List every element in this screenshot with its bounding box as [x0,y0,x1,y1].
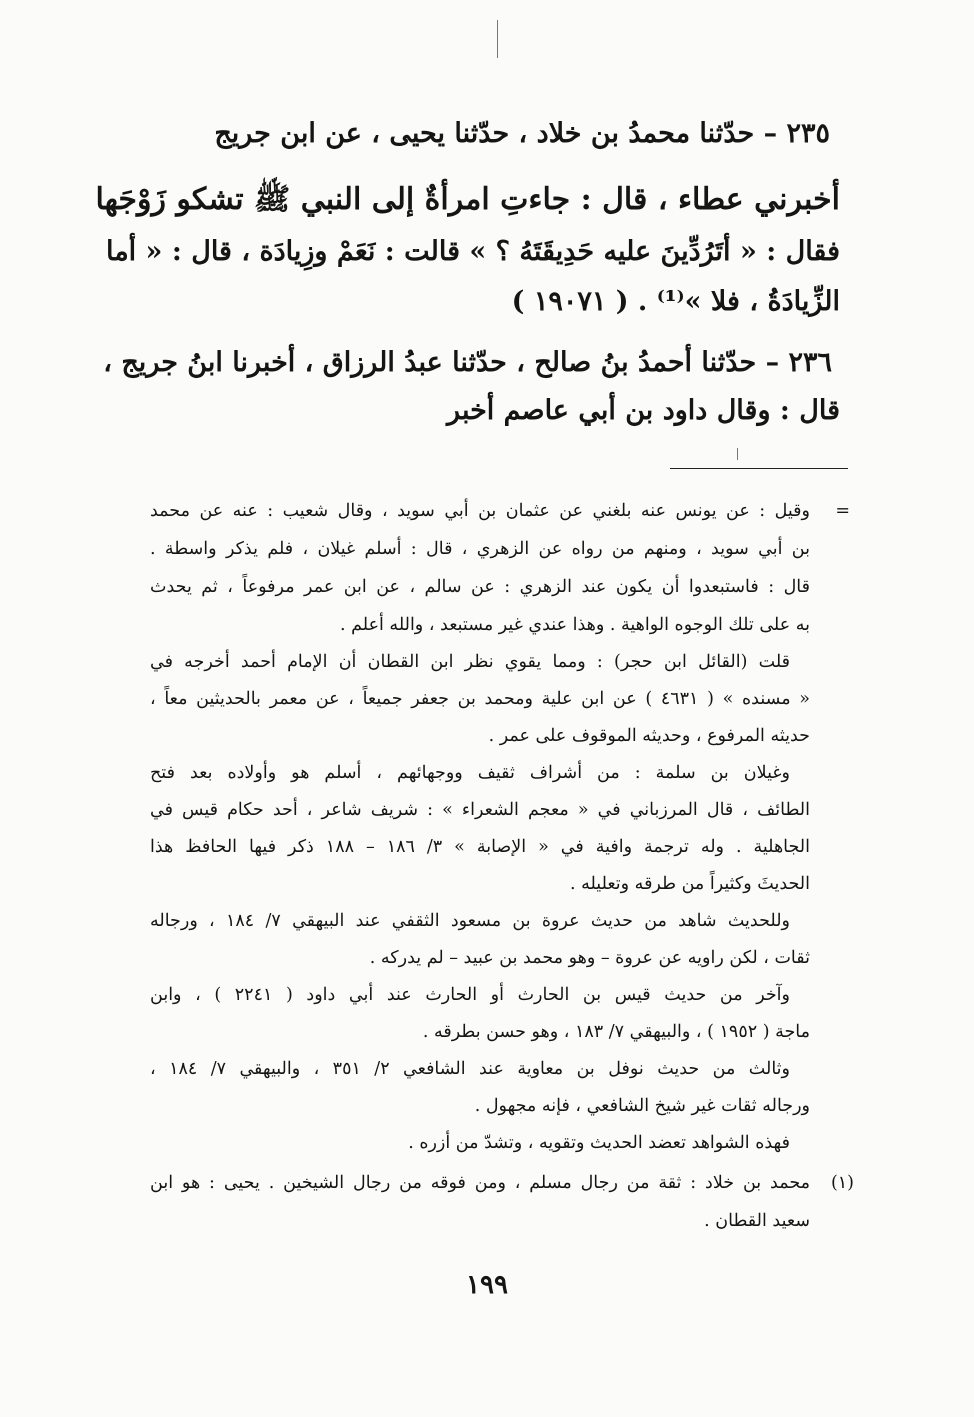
hadith-236-line-2: قال : وقال داود بن أبي عاصم أخبر [447,395,840,426]
scan-mark [737,448,738,460]
footnote-line: قال : فاستبعدوا أن يكون عند الزهري : عن سالم ، عن ابن عمر مرفوعاً ، ثم يحدث [150,577,810,597]
footnote-line: ماجة ( ١٩٥٢ ) ، والبيهقي ٧/ ١٨٣ ، وهو حسن بطرقه . [422,1022,810,1042]
hadith-235-line-1: ٢٣٥ – حدّثنا محمدُ بن خلاد ، حدّثنا يحيى ، عن ابن جريج [214,118,830,149]
footnote-line: الطائف ، قال المرزباني في « معجم الشعراء » : شريف شاعر ، أحد حكام قيس في [150,800,810,820]
hadith-235-line-4: الزِّيادَةُ ، فلا »⁽¹⁾ . ( ١٩٠٧١ ) [511,286,840,317]
footnote-line: وثالث من حديث نوفل بن معاوية عند الشافعي ٢/ ٣٥١ ، والبيهقي ٧/ ١٨٤ ، [150,1059,790,1079]
footnote-line: وقيل : عن يونس عنه بلغني عن عثمان بن أبي سويد ، وقال شعيب : عنه عن محمد [150,501,810,521]
footnote-number: (١) [830,1173,854,1193]
hadith-235-line-3: فقال : « أتَرُدِّينَ عليه حَدِيقَتَهُ ؟ » قالت : نَعَمْ وزِيادَة ، قال : « أما [105,236,840,267]
footnote-continuation-marker: = [835,501,850,521]
footnote-separator [670,468,848,469]
footnote-line: به على تلك الوجوه الواهية . وهذا عندي غير مستبعد ، والله أعلم . [340,615,810,635]
footnote-line: قلت (القائل ابن حجر) : ومما يقوي نظر ابن القطان أن الإمام أحمد أخرجه في [150,652,790,672]
footnote-line: محمد بن خلاد : ثقة من رجال مسلم ، ومن فوقه من رجال الشيخين . يحيى : هو ابن [150,1173,810,1193]
footnote-line: بن أبي سويد ، ومنهم من رواه عن الزهري ، قال : أسلم غيلان ، فلم يذكر واسطة . [150,539,810,559]
footnote-line: وللحديث شاهد من حديث عروة بن مسعود الثقفي عند البيهقي ٧/ ١٨٤ ، ورجاله [150,911,790,931]
footnote-line: الجاهلية . وله ترجمة وافية في « الإصابة » ٣/ ١٨٦ – ١٨٨ ذكر فيها الحافظ هذا [150,837,810,857]
footnote-line: « مسنده » ( ٤٦٣١ ) عن ابن علية ومحمد بن جعفر جميعاً ، عن معمر بالحديثين معاً ، [150,689,810,709]
scan-mark [497,20,498,58]
page-number: ١٩٩ [466,1270,508,1300]
footnote-line: ثقات ، لكن راويه عن عروة – وهو محمد بن عبيد – لم يدركه . [369,948,810,968]
footnote-line: وغيلان بن سلمة : من أشراف ثقيف ووجهائهم ، أسلم هو وأولاده بعد فتح [150,763,790,783]
footnote-line: فهذه الشواهد تعضد الحديث وتقويه ، وتشدّ من أزره . [408,1133,790,1153]
footnote-line: وآخر من حديث قيس بن الحارث أو الحارث عند أبي داود ( ٢٢٤١ ) ، وابن [150,985,790,1005]
footnote-line: سعيد القطان . [704,1211,810,1231]
footnote-line: حديثه المرفوع ، وحديثه الموقوف على عمر . [488,726,810,746]
hadith-235-line-2: أخبرني عطاء ، قال : جاءتِ امرأةٌ إلى النبي ﷺ تشكو زَوْجَها [95,182,840,217]
footnote-line: الحديثَ وكثيراً من طرقه وتعليله . [569,874,810,894]
hadith-236-line-1: ٢٣٦ – حدّثنا أحمدُ بنُ صالح ، حدّثنا عبدُ الرزاق ، أخبرنا ابنُ جريج ، [103,347,832,378]
footnote-line: ورجاله ثقات غير شيخ الشافعي ، فإنه مجهول . [474,1096,810,1116]
